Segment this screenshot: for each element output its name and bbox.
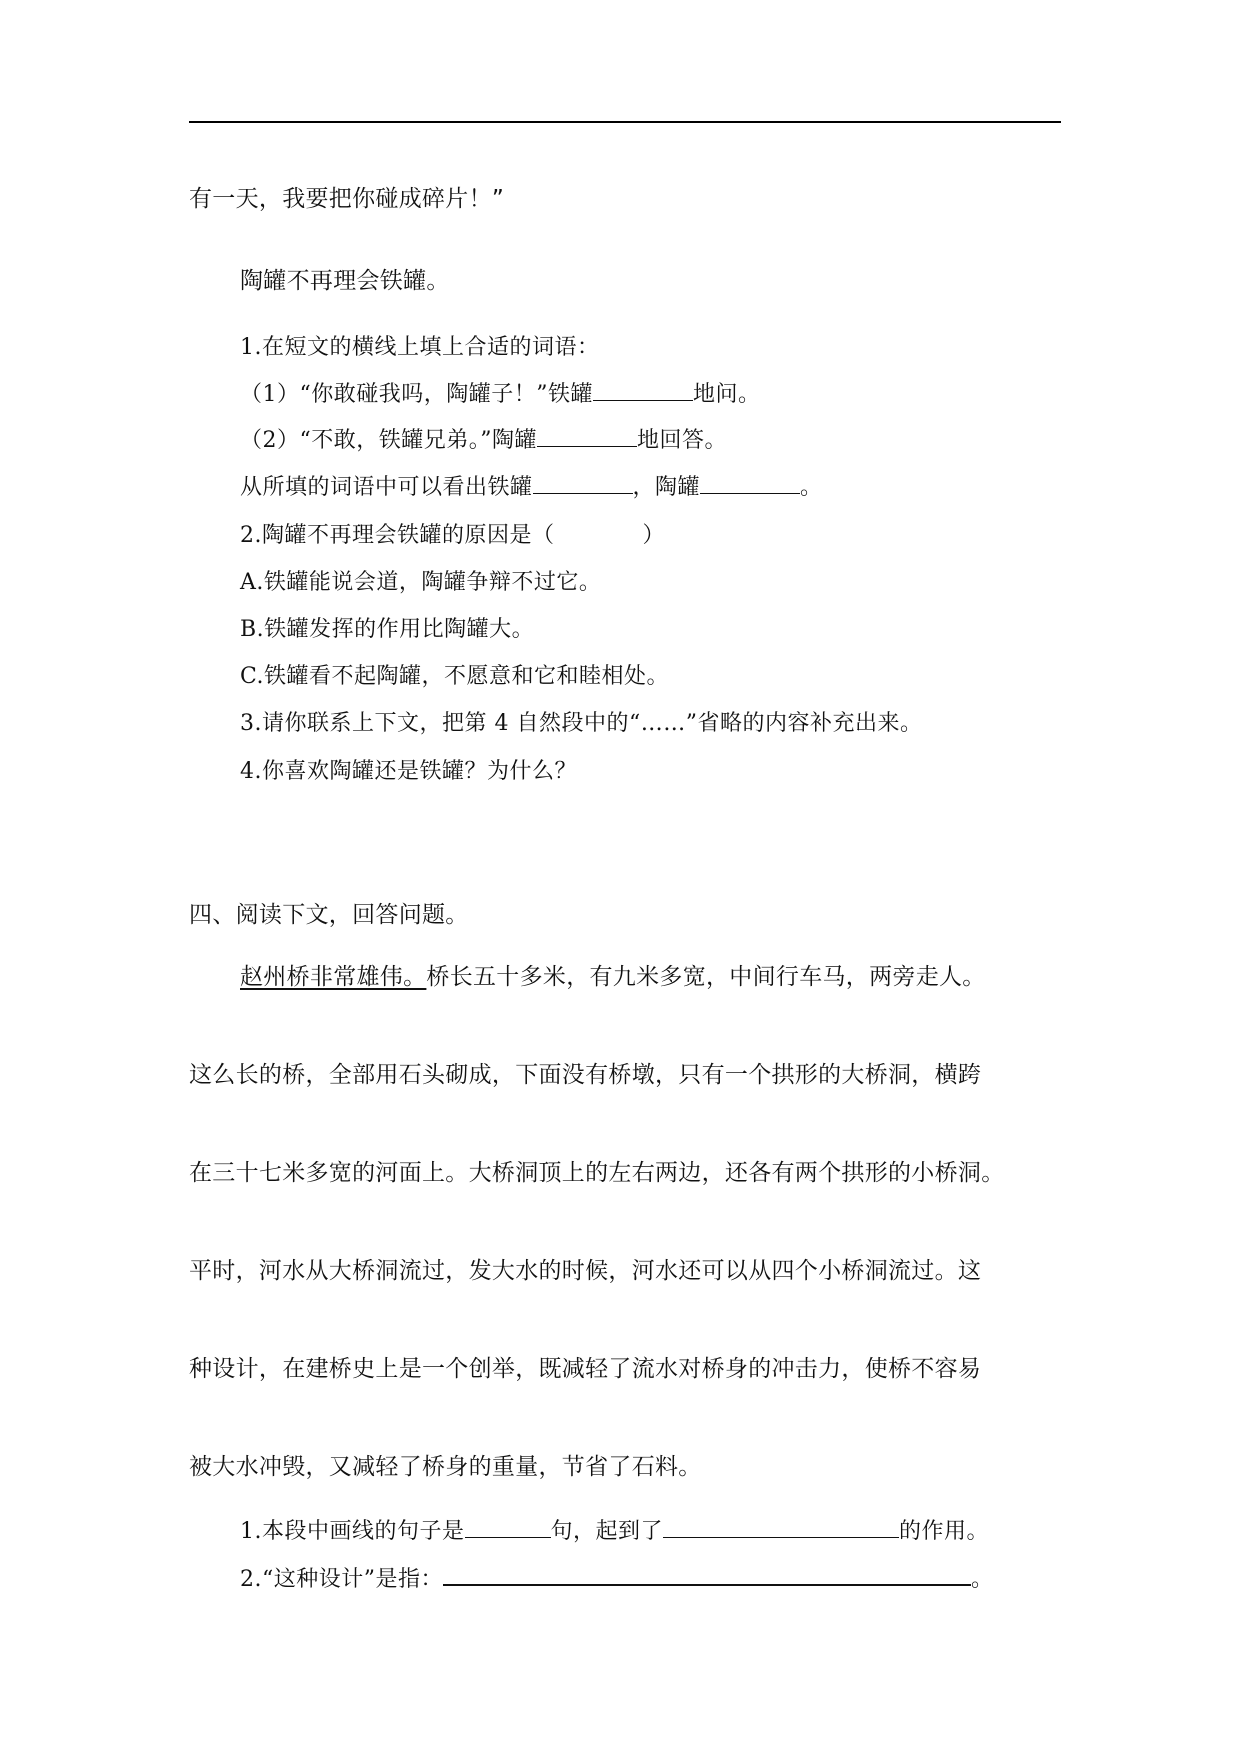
passage-line-1-rest: 桥长五十多米，有九米多宽，中间行车马，两旁走人。 [426,964,986,990]
answer-blank[interactable] [465,1515,551,1538]
q2-option-a: A.铁罐能说会道，陶罐争辩不过它。 [240,570,602,595]
q1-item-2-before: （2）“不敢，铁罐兄弟。”陶罐 [240,428,537,453]
q1-title: 1.在短文的横线上填上合适的词语： [240,335,600,360]
answer-blank[interactable] [533,471,633,494]
story-line-2: 陶罐不再理会铁罐。 [240,268,450,294]
story-line-1: 有一天，我要把你碰成碎片！” [189,186,505,212]
q2-option-b: B.铁罐发挥的作用比陶罐大。 [240,617,535,642]
underlined-sentence: 赵州桥非常雄伟。 [240,964,427,990]
answer-blank[interactable] [663,1515,899,1538]
passage-line-5: 种设计，在建桥史上是一个创举，既减轻了流水对桥身的冲击力，使桥不容易 [189,1356,982,1382]
q3-text: 3.请你联系上下文，把第 4 自然段中的“……”省略的内容补充出来。 [240,711,923,736]
answer-blank[interactable] [593,378,693,401]
q1-item-2 [240,423,727,454]
passage-line-2: 这么长的桥，全部用石头砌成，下面没有桥墩，只有一个拱形的大桥洞，横跨 [189,1062,982,1088]
q2-title [240,518,665,549]
q1-item-3-after: 。 [800,475,823,500]
passage-line-4: 平时，河水从大桥洞流过，发大水的时候，河水还可以从四个小桥洞流过。这 [189,1258,982,1284]
answer-blank[interactable] [443,1562,971,1586]
s4-q1-after: 的作用。 [899,1519,990,1544]
q1-item-2-after: 地回答。 [637,428,728,453]
s4-q1 [240,1514,989,1545]
q2-title-close: ） [642,523,666,548]
passage-line-1 [240,958,986,991]
answer-blank[interactable] [537,424,637,447]
q1-item-3-middle: ，陶罐 [632,475,701,500]
section-4-heading: 四、阅读下文，回答问题。 [189,902,469,928]
header-rule [189,121,1061,123]
s4-q1-middle: 句，起到了 [550,1519,664,1544]
q4-text: 4.你喜欢陶罐还是铁罐？为什么？ [240,759,577,784]
q2-option-c: C.铁罐看不起陶罐，不愿意和它和睦相处。 [240,664,670,689]
s4-q1-before: 1.本段中画线的句子是 [240,1519,465,1544]
passage-line-6: 被大水冲毁，又减轻了桥身的重量，节省了石料。 [189,1454,702,1480]
s4-q2-before: 2.“这种设计”是指： [240,1567,443,1592]
q1-item-1-before: （1）“你敢碰我吗，陶罐子！”铁罐 [240,382,593,407]
s4-q2-after: 。 [971,1567,994,1592]
q1-item-1 [240,377,761,408]
q1-item-3 [240,470,823,501]
q2-title-text: 2.陶罐不再理会铁罐的原因是（ [240,523,555,548]
q1-item-1-after: 地问。 [693,382,761,407]
passage-line-3: 在三十七米多宽的河面上。大桥洞顶上的左右两边，还各有两个拱形的小桥洞。 [189,1160,1005,1186]
s4-q2 [240,1562,994,1593]
q1-item-3-before: 从所填的词语中可以看出铁罐 [240,475,533,500]
answer-blank[interactable] [700,471,800,494]
